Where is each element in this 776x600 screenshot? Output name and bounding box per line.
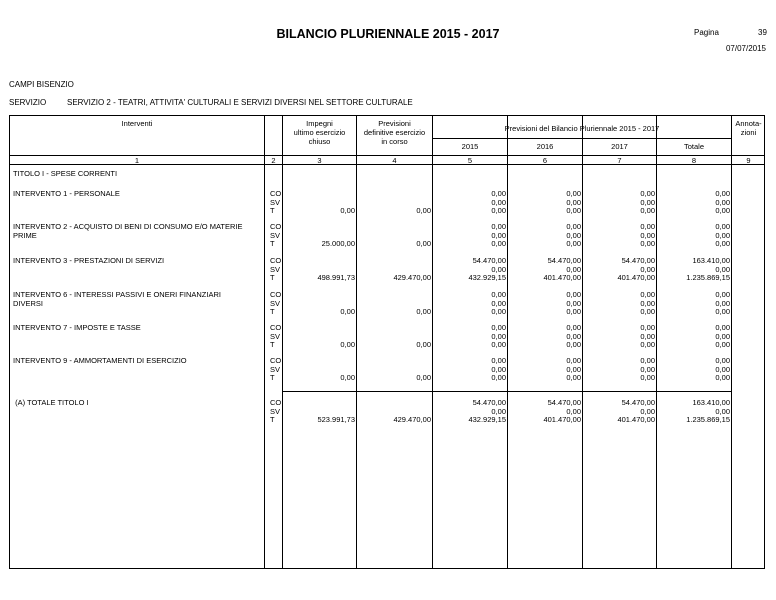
value-cell-totale: 0,00 <box>715 290 730 299</box>
value-cell-impegni: 0,00 <box>340 340 355 349</box>
value-cell-y2017: 0,00 <box>640 331 655 341</box>
header-totale: Totale <box>683 142 704 151</box>
column-divider <box>731 115 732 568</box>
value-cell-totale: 163.410,00 <box>692 398 730 407</box>
value-cell-previsioni: 429.470,00 <box>393 415 431 424</box>
row-code: T <box>270 273 275 282</box>
col-number: 8 <box>691 156 697 165</box>
value-cell-totale: 163.410,00 <box>692 256 730 265</box>
row-divider <box>282 391 731 392</box>
intervention-label: INTERVENTO 3 - PRESTAZIONI DI SERVIZI <box>13 256 165 265</box>
col-number: 5 <box>467 156 473 165</box>
value-cell-y2017: 0,00 <box>640 307 655 316</box>
value-cell-impegni: 0,00 <box>340 206 355 215</box>
row-code: CO <box>270 323 282 332</box>
value-cell-y2015: 0,00 <box>491 206 506 215</box>
col-number: 4 <box>392 156 397 165</box>
value-cell-y2015: 0,00 <box>491 189 506 198</box>
value-cell-y2015: 54.470,00 <box>472 398 506 407</box>
value-cell-impegni: 0,00 <box>340 373 355 382</box>
value-cell-y2017: 0,00 <box>640 239 655 248</box>
value-cell-y2017: 0,00 <box>640 373 655 382</box>
value-cell-y2015: 0,00 <box>491 406 506 416</box>
value-cell-y2016: 0,00 <box>566 340 581 349</box>
header-previsioni-bilancio: Previsioni del Bilancio Pluriennale 2015 - 2017 <box>504 124 660 133</box>
intervention-label: INTERVENTO 1 - PERSONALE <box>13 189 120 198</box>
value-cell-y2016: 0,00 <box>566 197 581 207</box>
value-cell-impegni: 498.991,73 <box>317 273 355 282</box>
value-cell-y2015: 0,00 <box>491 373 506 382</box>
value-cell-totale: 0,00 <box>715 373 730 382</box>
value-cell-totale: 0,00 <box>715 323 730 332</box>
row-code: T <box>270 239 275 248</box>
value-cell-y2015: 0,00 <box>491 298 506 308</box>
col-number: 6 <box>542 156 548 165</box>
value-cell-previsioni: 0,00 <box>416 206 431 215</box>
row-code: CO <box>270 398 282 407</box>
value-cell-y2016: 0,00 <box>566 189 581 198</box>
value-cell-previsioni: 0,00 <box>416 373 431 382</box>
value-cell-totale: 0,00 <box>715 239 730 248</box>
value-cell-y2016: 0,00 <box>566 206 581 215</box>
intervention-label: INTERVENTO 2 - ACQUISTO DI BENI DI CONSUMO E/O MATERIE <box>13 222 243 231</box>
value-cell-y2017: 0,00 <box>640 340 655 349</box>
intervention-label: INTERVENTO 6 - INTERESSI PASSIVI E ONERI FINANZIARI <box>13 290 221 299</box>
value-cell-totale: 0,00 <box>715 264 730 274</box>
value-cell-y2015: 0,00 <box>491 222 506 231</box>
col-number: 3 <box>317 156 322 165</box>
row-code: CO <box>270 356 282 365</box>
value-cell-previsioni: 0,00 <box>416 340 431 349</box>
value-cell-totale: 0,00 <box>715 331 730 341</box>
value-cell-y2017: 0,00 <box>640 206 655 215</box>
page-title: BILANCIO PLURIENNALE 2015 - 2017 <box>276 27 500 41</box>
value-cell-impegni: 0,00 <box>340 307 355 316</box>
value-cell-y2017: 0,00 <box>640 290 655 299</box>
value-cell-y2017: 0,00 <box>640 356 655 365</box>
value-cell-y2016: 0,00 <box>566 290 581 299</box>
row-code: T <box>270 307 275 316</box>
value-cell-y2015: 0,00 <box>491 290 506 299</box>
row-code: SV <box>270 230 281 240</box>
row-code: SV <box>270 364 281 374</box>
value-cell-y2015: 0,00 <box>491 364 506 374</box>
header-previsioni: Previsioni definitive esercizio in corso <box>363 119 426 146</box>
value-cell-y2016: 54.470,00 <box>547 256 581 265</box>
value-cell-y2017: 54.470,00 <box>621 398 655 407</box>
intervention-label: INTERVENTO 9 - AMMORTAMENTI DI ESERCIZIO <box>13 356 187 365</box>
value-cell-totale: 0,00 <box>715 406 730 416</box>
intervention-label: (A) TOTALE TITOLO I <box>13 398 89 407</box>
value-cell-y2015: 0,00 <box>491 230 506 240</box>
column-divider <box>264 115 265 568</box>
value-cell-y2017: 0,00 <box>640 222 655 231</box>
service-label: SERVIZIO <box>9 98 47 107</box>
page-number: 39 <box>758 28 767 37</box>
value-cell-totale: 0,00 <box>715 197 730 207</box>
value-cell-y2017: 0,00 <box>640 406 655 416</box>
row-code: SV <box>270 264 281 274</box>
value-cell-y2015: 54.470,00 <box>472 256 506 265</box>
value-cell-y2016: 0,00 <box>566 222 581 231</box>
value-cell-y2017: 0,00 <box>640 364 655 374</box>
value-cell-previsioni: 429.470,00 <box>393 273 431 282</box>
header-2015: 2015 <box>461 142 479 151</box>
value-cell-impegni: 25.000,00 <box>321 239 355 248</box>
row-code: SV <box>270 406 281 416</box>
value-cell-y2017: 0,00 <box>640 298 655 308</box>
value-cell-totale: 0,00 <box>715 298 730 308</box>
value-cell-y2017: 0,00 <box>640 230 655 240</box>
value-cell-totale: 0,00 <box>715 340 730 349</box>
col-number: 1 <box>134 156 140 165</box>
header-interventi: Interventi <box>121 119 153 128</box>
value-cell-totale: 0,00 <box>715 364 730 374</box>
value-cell-y2015: 0,00 <box>491 323 506 332</box>
value-cell-previsioni: 0,00 <box>416 239 431 248</box>
value-cell-y2016: 0,00 <box>566 356 581 365</box>
value-cell-y2015: 0,00 <box>491 331 506 341</box>
value-cell-y2017: 401.470,00 <box>617 273 655 282</box>
row-code: CO <box>270 256 282 265</box>
value-cell-y2015: 0,00 <box>491 307 506 316</box>
row-code: T <box>270 206 275 215</box>
value-cell-y2016: 0,00 <box>566 239 581 248</box>
intervention-label: DIVERSI <box>13 299 44 308</box>
col-number: 9 <box>746 156 751 165</box>
header-2017: 2017 <box>611 142 628 151</box>
value-cell-y2017: 0,00 <box>640 264 655 274</box>
service-description: SERVIZIO 2 - TEATRI, ATTIVITA' CULTURALI E SERVIZI DIVERSI NEL SETTORE CULTURALE <box>67 98 413 107</box>
value-cell-y2015: 0,00 <box>491 340 506 349</box>
value-cell-y2016: 0,00 <box>566 323 581 332</box>
value-cell-totale: 1.235.869,15 <box>686 415 730 424</box>
value-cell-y2015: 0,00 <box>491 197 506 207</box>
value-cell-y2016: 401.470,00 <box>543 415 581 424</box>
page-label: Pagina <box>694 28 719 37</box>
row-code: SV <box>270 197 281 207</box>
col-number: 2 <box>271 156 276 165</box>
report-date: 07/07/2015 <box>725 44 766 53</box>
header-annotazioni: Annota- zioni <box>735 119 762 137</box>
value-cell-y2016: 0,00 <box>566 373 581 382</box>
value-cell-y2017: 0,00 <box>640 189 655 198</box>
value-cell-totale: 0,00 <box>715 189 730 198</box>
row-code: CO <box>270 189 282 198</box>
value-cell-y2015: 0,00 <box>491 356 506 365</box>
value-cell-impegni: 523.991,73 <box>317 415 355 424</box>
entity-name: CAMPI BISENZIO <box>9 80 74 89</box>
value-cell-y2016: 0,00 <box>566 406 581 416</box>
value-cell-y2015: 0,00 <box>491 239 506 248</box>
value-cell-y2016: 0,00 <box>566 264 581 274</box>
row-code: T <box>270 340 275 349</box>
intervention-label: PRIME <box>13 231 37 240</box>
value-cell-totale: 0,00 <box>715 356 730 365</box>
section-title: TITOLO I - SPESE CORRENTI <box>13 169 118 178</box>
row-code: T <box>270 373 275 382</box>
row-code: T <box>270 415 275 424</box>
value-cell-totale: 0,00 <box>715 222 730 231</box>
value-cell-y2016: 0,00 <box>566 230 581 240</box>
value-cell-y2015: 432.929,15 <box>468 273 506 282</box>
value-cell-y2016: 0,00 <box>566 298 581 308</box>
col-number: 7 <box>617 156 622 165</box>
value-cell-y2016: 0,00 <box>566 307 581 316</box>
row-code: SV <box>270 298 281 308</box>
value-cell-y2015: 432.929,15 <box>468 415 506 424</box>
value-cell-y2016: 401.470,00 <box>543 273 581 282</box>
value-cell-totale: 1.235.869,15 <box>686 273 730 282</box>
value-cell-totale: 0,00 <box>715 307 730 316</box>
value-cell-y2017: 401.470,00 <box>617 415 655 424</box>
value-cell-previsioni: 0,00 <box>416 307 431 316</box>
value-cell-totale: 0,00 <box>715 230 730 240</box>
value-cell-y2017: 0,00 <box>640 197 655 207</box>
value-cell-totale: 0,00 <box>715 206 730 215</box>
value-cell-y2015: 0,00 <box>491 264 506 274</box>
row-code: SV <box>270 331 281 341</box>
intervention-label: INTERVENTO 7 - IMPOSTE E TASSE <box>13 323 141 332</box>
value-cell-y2017: 0,00 <box>640 323 655 332</box>
value-cell-y2016: 0,00 <box>566 331 581 341</box>
header-impegni: Impegni ultimo esercizio chiuso <box>293 119 346 146</box>
header-2016: 2016 <box>536 142 554 151</box>
row-code: CO <box>270 290 282 299</box>
row-code: CO <box>270 222 282 231</box>
value-cell-y2017: 54.470,00 <box>621 256 655 265</box>
row-divider <box>432 138 731 139</box>
value-cell-y2016: 54.470,00 <box>547 398 581 407</box>
value-cell-y2016: 0,00 <box>566 364 581 374</box>
